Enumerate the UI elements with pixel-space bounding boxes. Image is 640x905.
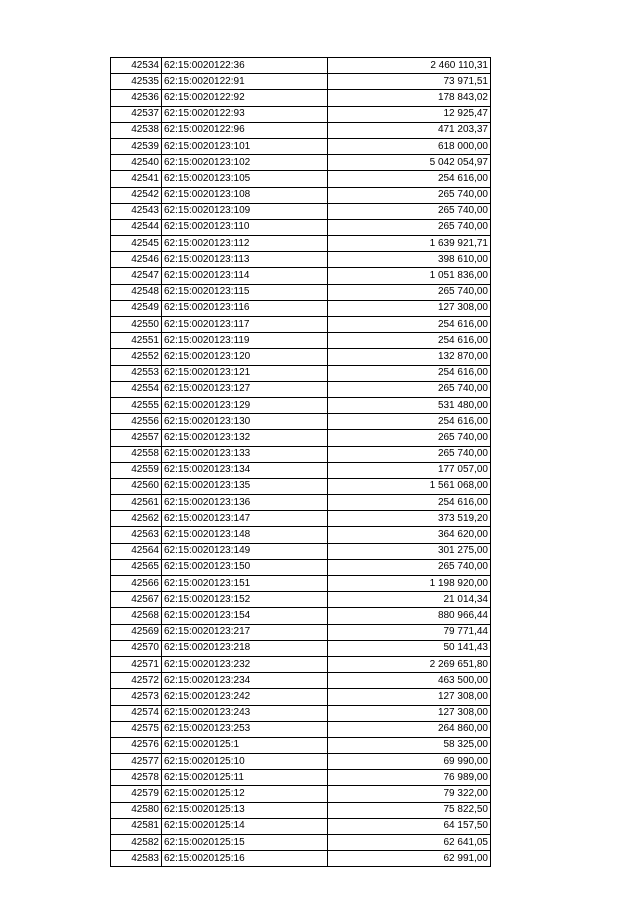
table-row <box>111 138 491 154</box>
cadastral-number: 62:15:0020125:1 <box>162 737 328 753</box>
row-number: 42548 <box>111 284 162 300</box>
row-number: 42552 <box>111 349 162 365</box>
cadastral-number: 62:15:0020123:113 <box>162 252 328 268</box>
table-row <box>111 74 491 90</box>
amount-value: 21 014,34 <box>328 592 491 608</box>
amount-value: 79 322,00 <box>328 786 491 802</box>
table-row <box>111 495 491 511</box>
amount-value: 265 740,00 <box>328 381 491 397</box>
row-number: 42544 <box>111 219 162 235</box>
amount-value: 373 519,20 <box>328 511 491 527</box>
amount-value: 364 620,00 <box>328 527 491 543</box>
row-number: 42550 <box>111 317 162 333</box>
cadastral-number: 62:15:0020123:114 <box>162 268 328 284</box>
cadastral-number: 62:15:0020123:120 <box>162 349 328 365</box>
row-number: 42535 <box>111 74 162 90</box>
table-row <box>111 219 491 235</box>
cadastral-number: 62:15:0020123:253 <box>162 721 328 737</box>
cadastral-number: 62:15:0020123:102 <box>162 155 328 171</box>
amount-value: 2 460 110,31 <box>328 58 491 74</box>
amount-value: 265 740,00 <box>328 559 491 575</box>
amount-value: 12 925,47 <box>328 106 491 122</box>
cadastral-number: 62:15:0020123:243 <box>162 705 328 721</box>
row-number: 42546 <box>111 252 162 268</box>
cadastral-number: 62:15:0020122:96 <box>162 122 328 138</box>
cadastral-number: 62:15:0020123:150 <box>162 559 328 575</box>
table-row <box>111 543 491 559</box>
cadastral-number: 62:15:0020123:234 <box>162 673 328 689</box>
row-number: 42579 <box>111 786 162 802</box>
table-row <box>111 349 491 365</box>
table-row <box>111 187 491 203</box>
table-row <box>111 284 491 300</box>
cadastral-number: 62:15:0020123:148 <box>162 527 328 543</box>
row-number: 42541 <box>111 171 162 187</box>
amount-value: 265 740,00 <box>328 187 491 203</box>
amount-value: 79 771,44 <box>328 624 491 640</box>
table-row <box>111 754 491 770</box>
amount-value: 5 042 054,97 <box>328 155 491 171</box>
table-row <box>111 381 491 397</box>
amount-value: 75 822,50 <box>328 802 491 818</box>
cadastral-number: 62:15:0020123:152 <box>162 592 328 608</box>
cadastral-number: 62:15:0020125:11 <box>162 770 328 786</box>
table-row <box>111 640 491 656</box>
row-number: 42568 <box>111 608 162 624</box>
row-number: 42545 <box>111 236 162 252</box>
cadastral-number: 62:15:0020123:108 <box>162 187 328 203</box>
row-number: 42572 <box>111 673 162 689</box>
cadastral-number: 62:15:0020125:10 <box>162 754 328 770</box>
amount-value: 127 308,00 <box>328 689 491 705</box>
cadastral-number: 62:15:0020123:130 <box>162 414 328 430</box>
row-number: 42576 <box>111 737 162 753</box>
cadastral-number: 62:15:0020125:14 <box>162 818 328 834</box>
amount-value: 127 308,00 <box>328 300 491 316</box>
row-number: 42562 <box>111 511 162 527</box>
row-number: 42563 <box>111 527 162 543</box>
amount-value: 265 740,00 <box>328 219 491 235</box>
amount-value: 1 561 068,00 <box>328 478 491 494</box>
amount-value: 254 616,00 <box>328 495 491 511</box>
cadastral-number: 62:15:0020125:12 <box>162 786 328 802</box>
row-number: 42571 <box>111 656 162 672</box>
table-row <box>111 462 491 478</box>
amount-value: 265 740,00 <box>328 284 491 300</box>
row-number: 42558 <box>111 446 162 462</box>
table-row <box>111 786 491 802</box>
table-body <box>111 58 491 867</box>
amount-value: 265 740,00 <box>328 203 491 219</box>
table-row <box>111 802 491 818</box>
cadastral-number: 62:15:0020123:149 <box>162 543 328 559</box>
table-row <box>111 770 491 786</box>
amount-value: 1 639 921,71 <box>328 236 491 252</box>
cadastral-number: 62:15:0020123:218 <box>162 640 328 656</box>
cadastral-number: 62:15:0020125:13 <box>162 802 328 818</box>
cadastral-number: 62:15:0020123:116 <box>162 300 328 316</box>
amount-value: 178 843,02 <box>328 90 491 106</box>
row-number: 42567 <box>111 592 162 608</box>
cadastral-number: 62:15:0020123:109 <box>162 203 328 219</box>
row-number: 42575 <box>111 721 162 737</box>
row-number: 42553 <box>111 365 162 381</box>
amount-value: 254 616,00 <box>328 333 491 349</box>
table-row <box>111 656 491 672</box>
amount-value: 398 610,00 <box>328 252 491 268</box>
row-number: 42583 <box>111 851 162 867</box>
table-row <box>111 527 491 543</box>
cadastral-number: 62:15:0020123:119 <box>162 333 328 349</box>
amount-value: 132 870,00 <box>328 349 491 365</box>
table-row <box>111 365 491 381</box>
cadastral-number: 62:15:0020123:112 <box>162 236 328 252</box>
table-row <box>111 106 491 122</box>
table-row <box>111 835 491 851</box>
table-row <box>111 446 491 462</box>
row-number: 42551 <box>111 333 162 349</box>
amount-value: 64 157,50 <box>328 818 491 834</box>
amount-value: 58 325,00 <box>328 737 491 753</box>
table-row <box>111 300 491 316</box>
row-number: 42570 <box>111 640 162 656</box>
amount-value: 69 990,00 <box>328 754 491 770</box>
cadastral-number: 62:15:0020123:136 <box>162 495 328 511</box>
table-row <box>111 122 491 138</box>
row-number: 42537 <box>111 106 162 122</box>
cadastral-number: 62:15:0020123:127 <box>162 381 328 397</box>
row-number: 42564 <box>111 543 162 559</box>
row-number: 42547 <box>111 268 162 284</box>
cadastral-number: 62:15:0020123:154 <box>162 608 328 624</box>
cadastral-number: 62:15:0020122:36 <box>162 58 328 74</box>
table-row <box>111 90 491 106</box>
table-row <box>111 268 491 284</box>
row-number: 42566 <box>111 576 162 592</box>
row-number: 42539 <box>111 138 162 154</box>
table-row <box>111 203 491 219</box>
cadastral-number: 62:15:0020123:135 <box>162 478 328 494</box>
cadastral-number: 62:15:0020123:132 <box>162 430 328 446</box>
table-row <box>111 737 491 753</box>
row-number: 42557 <box>111 430 162 446</box>
cadastral-number: 62:15:0020123:217 <box>162 624 328 640</box>
cadastral-number: 62:15:0020123:133 <box>162 446 328 462</box>
amount-value: 127 308,00 <box>328 705 491 721</box>
cadastral-number: 62:15:0020125:15 <box>162 835 328 851</box>
amount-value: 73 971,51 <box>328 74 491 90</box>
row-number: 42536 <box>111 90 162 106</box>
row-number: 42577 <box>111 754 162 770</box>
amount-value: 254 616,00 <box>328 414 491 430</box>
table-row <box>111 414 491 430</box>
cadastral-number: 62:15:0020125:16 <box>162 851 328 867</box>
table-row <box>111 252 491 268</box>
amount-value: 264 860,00 <box>328 721 491 737</box>
cadastral-number: 62:15:0020123:117 <box>162 317 328 333</box>
cadastral-number: 62:15:0020123:147 <box>162 511 328 527</box>
table-row <box>111 673 491 689</box>
amount-value: 265 740,00 <box>328 430 491 446</box>
amount-value: 177 057,00 <box>328 462 491 478</box>
cadastral-number: 62:15:0020123:101 <box>162 138 328 154</box>
table-row <box>111 705 491 721</box>
amount-value: 265 740,00 <box>328 446 491 462</box>
table-row <box>111 818 491 834</box>
table-row <box>111 430 491 446</box>
cadastral-number: 62:15:0020123:110 <box>162 219 328 235</box>
amount-value: 254 616,00 <box>328 317 491 333</box>
row-number: 42574 <box>111 705 162 721</box>
cadastral-number: 62:15:0020123:115 <box>162 284 328 300</box>
amount-value: 301 275,00 <box>328 543 491 559</box>
table-row <box>111 317 491 333</box>
row-number: 42534 <box>111 58 162 74</box>
table-row <box>111 721 491 737</box>
row-number: 42580 <box>111 802 162 818</box>
table-row <box>111 608 491 624</box>
amount-value: 76 989,00 <box>328 770 491 786</box>
row-number: 42565 <box>111 559 162 575</box>
document-page <box>110 57 491 867</box>
table-row <box>111 171 491 187</box>
table-row <box>111 58 491 74</box>
row-number: 42542 <box>111 187 162 203</box>
table-row <box>111 511 491 527</box>
amount-value: 618 000,00 <box>328 138 491 154</box>
row-number: 42540 <box>111 155 162 171</box>
table-row <box>111 155 491 171</box>
row-number: 42556 <box>111 414 162 430</box>
row-number: 42569 <box>111 624 162 640</box>
row-number: 42559 <box>111 462 162 478</box>
table-row <box>111 592 491 608</box>
cadastral-number: 62:15:0020123:151 <box>162 576 328 592</box>
cadastral-number: 62:15:0020122:91 <box>162 74 328 90</box>
row-number: 42538 <box>111 122 162 138</box>
amount-value: 62 641,05 <box>328 835 491 851</box>
cadastral-number: 62:15:0020123:129 <box>162 397 328 413</box>
amount-value: 254 616,00 <box>328 365 491 381</box>
cadastral-number: 62:15:0020123:121 <box>162 365 328 381</box>
table-row <box>111 333 491 349</box>
table-row <box>111 397 491 413</box>
amount-value: 1 051 836,00 <box>328 268 491 284</box>
amount-value: 2 269 651,80 <box>328 656 491 672</box>
row-number: 42555 <box>111 397 162 413</box>
cadastral-number: 62:15:0020123:232 <box>162 656 328 672</box>
row-number: 42573 <box>111 689 162 705</box>
row-number: 42543 <box>111 203 162 219</box>
cadastral-number: 62:15:0020122:92 <box>162 90 328 106</box>
table-row <box>111 576 491 592</box>
amount-value: 50 141,43 <box>328 640 491 656</box>
row-number: 42549 <box>111 300 162 316</box>
amount-value: 62 991,00 <box>328 851 491 867</box>
table-row <box>111 624 491 640</box>
cadastral-number: 62:15:0020123:134 <box>162 462 328 478</box>
table-row <box>111 478 491 494</box>
amount-value: 471 203,37 <box>328 122 491 138</box>
row-number: 42561 <box>111 495 162 511</box>
row-number: 42560 <box>111 478 162 494</box>
amount-value: 880 966,44 <box>328 608 491 624</box>
amount-value: 1 198 920,00 <box>328 576 491 592</box>
amount-value: 463 500,00 <box>328 673 491 689</box>
amount-value: 254 616,00 <box>328 171 491 187</box>
row-number: 42581 <box>111 818 162 834</box>
table-row <box>111 689 491 705</box>
amount-value: 531 480,00 <box>328 397 491 413</box>
cadastral-number: 62:15:0020123:242 <box>162 689 328 705</box>
table-row <box>111 236 491 252</box>
cadastral-number: 62:15:0020123:105 <box>162 171 328 187</box>
row-number: 42582 <box>111 835 162 851</box>
row-number: 42578 <box>111 770 162 786</box>
table-row <box>111 559 491 575</box>
row-number: 42554 <box>111 381 162 397</box>
data-table <box>110 57 491 867</box>
table-row <box>111 851 491 867</box>
cadastral-number: 62:15:0020122:93 <box>162 106 328 122</box>
